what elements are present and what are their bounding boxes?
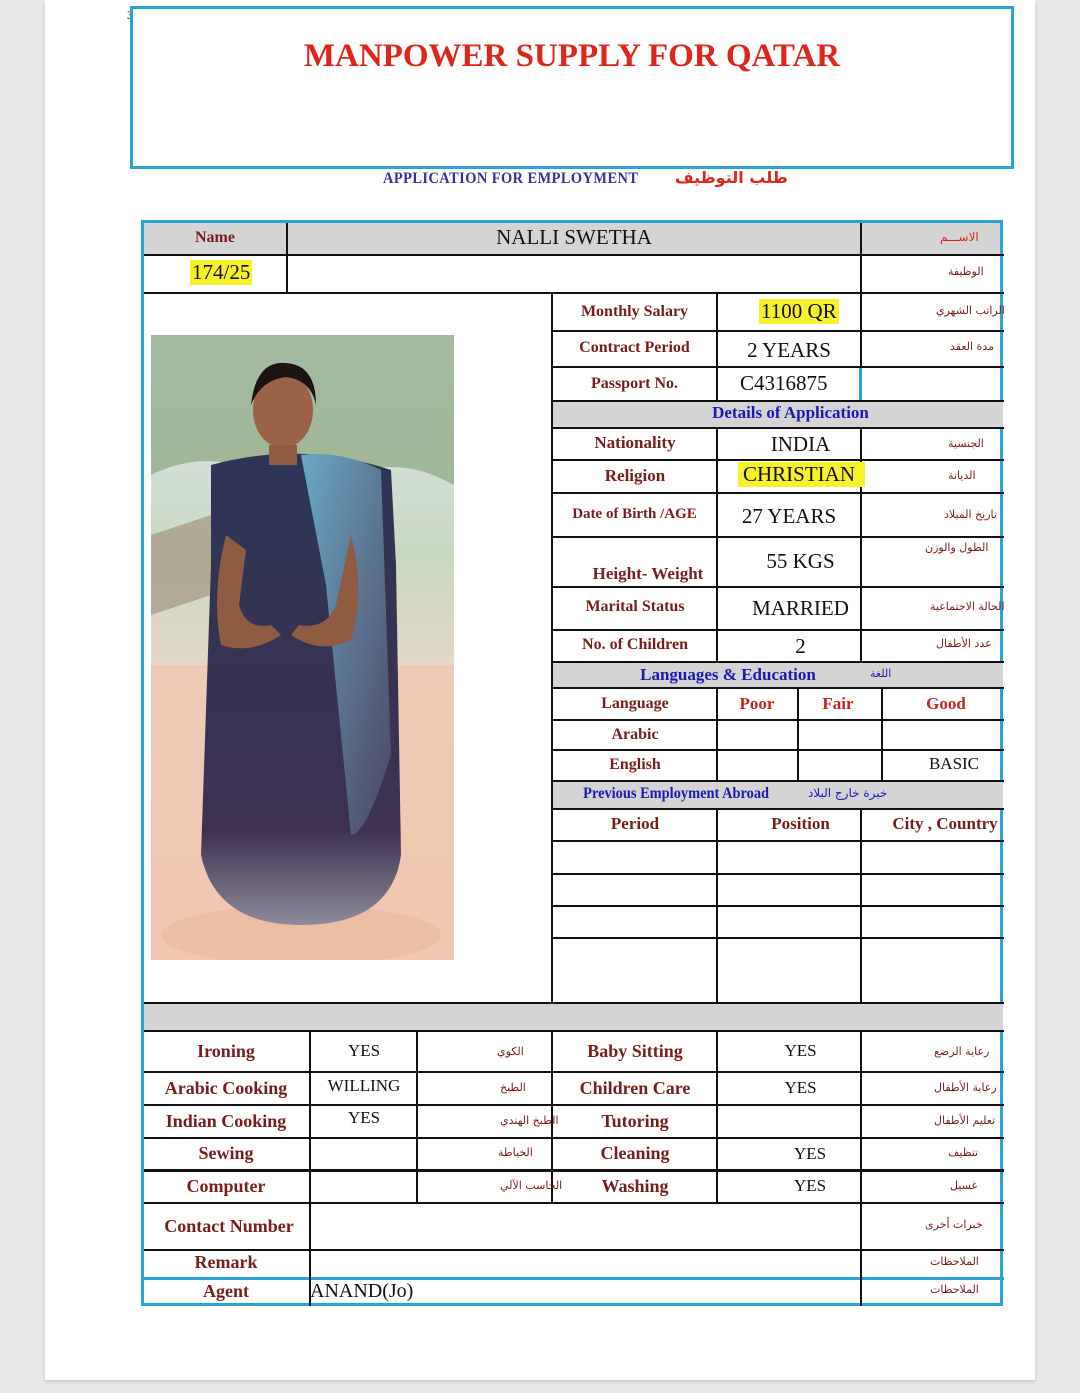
city-country-column-header: City , Country (892, 814, 998, 833)
skill-washing-arabic: غسيل (950, 1179, 978, 1192)
skill-baby-sitting-arabic: رعاية الرضع (934, 1045, 990, 1058)
employment-section-title: Previous Employment Abroad (583, 785, 770, 802)
marital-status-label: Marital Status (585, 598, 685, 615)
name-label-arabic: الاســـم (940, 230, 979, 244)
marital-label-arabic: الحالة الاجتماعية (930, 600, 1005, 613)
nationality-label-arabic: الجنسية (948, 437, 984, 450)
skill-tutoring-arabic: تعليم الأطفال (934, 1114, 996, 1127)
name-label: Name (195, 229, 235, 246)
employment-title-arabic: خبرة خارج البلاد (808, 786, 888, 800)
skill-indian-cooking-arabic: الطبخ الهندي (500, 1114, 559, 1127)
height-weight-value: 55 KGS (766, 549, 835, 573)
contact-number-label: Contact Number (164, 1216, 294, 1236)
skill-children-care-label: Children Care (579, 1078, 691, 1098)
agent-value: ANAND(Jo) (310, 1280, 414, 1302)
height-weight-label: Height- Weight (592, 564, 704, 583)
religion-label-arabic: الديانة (948, 469, 976, 482)
language-column-header: Language (601, 695, 669, 712)
children-label-arabic: عدد الأطفال (936, 637, 992, 650)
religion-value: CHRISTIAN (738, 462, 865, 487)
marital-status-value: MARRIED (752, 596, 849, 620)
languages-section-title: Languages & Education (640, 665, 816, 684)
good-column-header: Good (926, 694, 966, 713)
skill-indian-cooking-value: YES (347, 1108, 381, 1127)
skill-sewing-arabic: الخياطة (498, 1146, 533, 1159)
skill-arabic-cooking-arabic: الطبخ (500, 1081, 526, 1094)
contract-label-arabic: مدة العقد (950, 340, 994, 353)
remark-label: Remark (194, 1252, 258, 1272)
children-label: No. of Children (582, 636, 688, 653)
form-title: APPLICATION FOR EMPLOYMENT (383, 170, 639, 187)
skills-band (144, 1003, 1003, 1030)
skill-children-care-value: YES (784, 1078, 817, 1097)
skill-cleaning-value: YES (793, 1144, 827, 1163)
skill-cleaning-label: Cleaning (600, 1143, 670, 1163)
religion-label: Religion (604, 466, 666, 485)
applicant-photo (151, 335, 454, 960)
period-column-header: Period (610, 814, 660, 833)
skill-tutoring-label: Tutoring (601, 1111, 669, 1131)
skill-ironing-label: Ironing (197, 1041, 255, 1061)
skill-ironing-value: YES (347, 1041, 381, 1060)
poor-column-header: Poor (739, 694, 775, 713)
english-good-value: BASIC (928, 754, 980, 773)
passport-value: C4316875 (740, 371, 828, 395)
skill-arabic-cooking-value: WILLING (327, 1076, 401, 1095)
skill-ironing-arabic: الكوي (497, 1045, 524, 1058)
agent-arabic: الملاحظات (930, 1283, 979, 1296)
skill-cleaning-arabic: تنظيف (948, 1146, 979, 1159)
remark-arabic: الملاحظات (930, 1255, 979, 1268)
contract-period-value: 2 YEARS (747, 338, 831, 362)
details-section-title: Details of Application (712, 403, 869, 422)
skill-sewing-label: Sewing (198, 1143, 254, 1163)
contract-period-label: Contract Period (579, 339, 690, 356)
dob-value: 27 YEARS (741, 504, 837, 528)
skill-computer-label: Computer (186, 1176, 266, 1196)
nationality-value: INDIA (770, 432, 831, 456)
skill-baby-sitting-label: Baby Sitting (587, 1041, 683, 1061)
form-title-arabic: طلب التوظيف (675, 168, 788, 187)
name-value: NALLI SWETHA (496, 225, 652, 249)
languages-title-arabic: اللغة (870, 667, 892, 680)
skill-children-care-arabic: رعاية الأطفال (934, 1081, 997, 1094)
language-arabic-label: Arabic (611, 726, 659, 743)
height-weight-label-arabic: الطول والوزن (925, 541, 989, 554)
children-value: 2 (795, 634, 806, 658)
skill-computer-arabic: الحاسب الآلي (500, 1179, 563, 1192)
skill-washing-value: YES (793, 1176, 827, 1195)
fair-column-header: Fair (822, 694, 854, 713)
dob-label: Date of Birth /AGE (572, 506, 697, 522)
dob-label-arabic: تاريخ الميلاد (944, 508, 997, 521)
skill-baby-sitting-value: YES (784, 1041, 817, 1060)
reference-number: 174/25 (192, 260, 251, 284)
monthly-salary-label: Monthly Salary (580, 303, 689, 320)
company-name: MANPOWER SUPPLY FOR QATAR (303, 38, 841, 74)
job-label-arabic: الوظيفة (948, 265, 984, 278)
skill-washing-label: Washing (601, 1176, 669, 1196)
nationality-label: Nationality (594, 433, 676, 452)
agent-label: Agent (203, 1281, 249, 1301)
contact-arabic: خبرات أخرى (925, 1218, 983, 1231)
skill-indian-cooking-label: Indian Cooking (165, 1111, 287, 1131)
corner-mark: 3 (127, 8, 133, 22)
monthly-salary-value: 1100 QR (761, 299, 837, 323)
header-box (130, 6, 1014, 169)
skill-arabic-cooking-label: Arabic Cooking (164, 1078, 288, 1098)
salary-label-arabic: الراتب الشهري (936, 304, 1005, 317)
passport-label: Passport No. (590, 375, 679, 392)
language-english-label: English (609, 756, 661, 773)
position-column-header: Position (771, 814, 830, 833)
